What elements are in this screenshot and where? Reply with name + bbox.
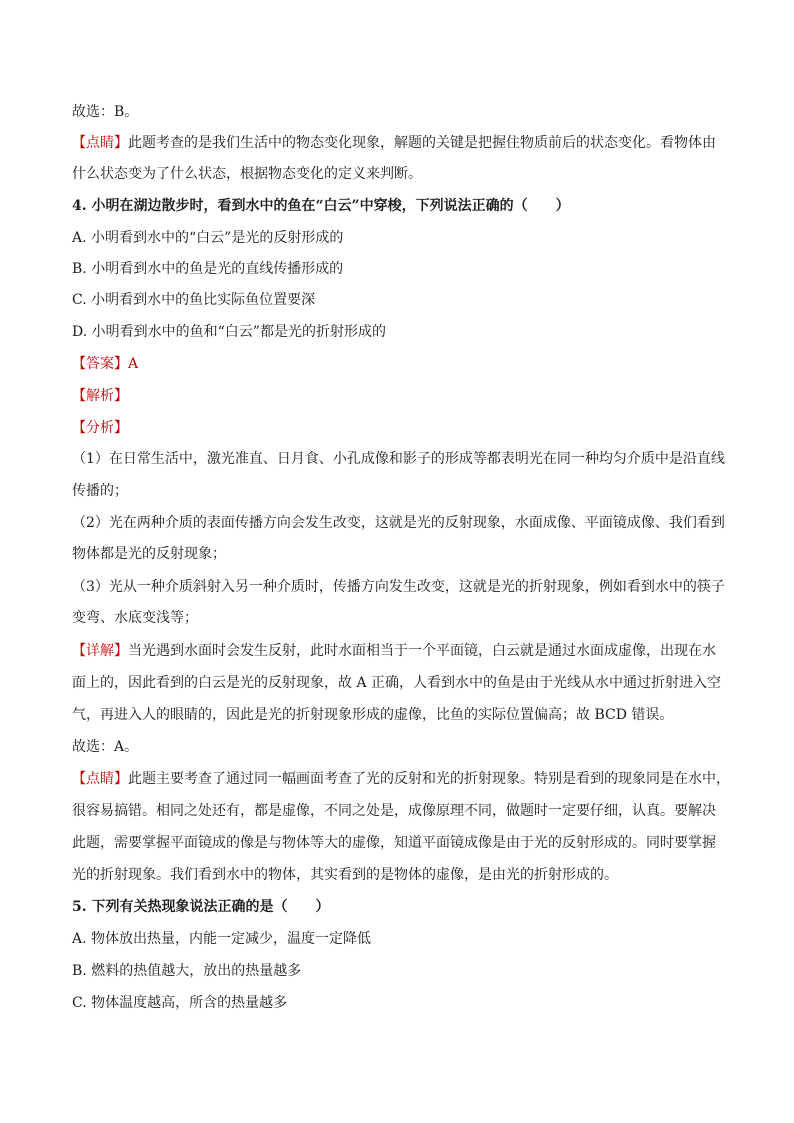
comment-line-2: 什么状态变为了什么状态，根据物态变化的定义来判断。 (72, 166, 422, 182)
analysis-point-2: （2）光在两种介质的表面传播方向会发生改变，这就是光的反射现象，水面成像、平面镜成像、我们看到 (72, 515, 725, 531)
analysis-point-2-cont: 物体都是光的反射现象； (72, 546, 226, 562)
analysis-point-1: （1）在日常生活中，激光准直、日月食、小孔成像和影子的形成等都表明光在同一种均匀介质中是沿直线 (72, 451, 725, 467)
question-5-option-a: A. 物体放出热量，内能一定减少，温度一定降低 (72, 931, 372, 947)
detail-text-1: 当光遇到水面时会发生反射，此时水面相当于一个平面镜，白云就是通过水面成虚像，出现在水 (128, 643, 716, 659)
analysis-point-3-cont: 变弯、水底变浅等； (72, 610, 198, 626)
answer-line (72, 354, 732, 374)
analysis-point-1-cont: 传播的； (72, 483, 128, 499)
comment-2-line-1 (72, 769, 732, 789)
question-4-option-a: A. 小明看到水中的“白云”是光的反射形成的 (72, 230, 344, 246)
comment-tag: 【点睛】 (72, 135, 128, 151)
comment-text: 此题考查的是我们生活中的物态变化现象，解题的关键是把握住物质前后的状态变化。看物体由 (128, 135, 716, 151)
answer-tag: 【答案】 (72, 356, 128, 372)
detail-tag: 【详解】 (72, 643, 128, 659)
question-4-option-c: C. 小明看到水中的鱼比实际鱼位置要深 (72, 292, 316, 308)
comment-2-line-4: 光的折射现象。我们看到水中的物体，其实看到的是物体的虚像，是由光的折射形成的。 (72, 867, 618, 883)
question-5-option-c: C. 物体温度越高，所含的热量越多 (72, 995, 288, 1011)
analysis-heading: 【解析】 (72, 388, 128, 404)
detail-line-3: 气，再进入人的眼睛的，因此是光的折射现象形成的虚像，比鱼的实际位置偏高；故 BCD 错误。 (72, 707, 674, 723)
question-4-option-d: D. 小明看到水中的鱼和“白云”都是光的折射形成的 (72, 324, 386, 340)
comment-line (72, 133, 732, 153)
question-4-option-b: B. 小明看到水中的鱼是光的直线传播形成的 (72, 261, 344, 277)
analysis-point-3: （3）光从一种介质斜射入另一种介质时，传播方向发生改变，这就是光的折射现象，例如看到水中的筷子 (72, 579, 725, 595)
answer-choice-line: 故选：B。 (72, 104, 139, 120)
answer-value: A (128, 356, 139, 372)
comment-2-text-1: 此题主要考查了通过同一幅画面考查了光的反射和光的折射现象。特别是看到的现象同是在水中， (128, 771, 730, 787)
question-5-option-b: B. 燃料的热值越大，放出的热量越多 (72, 963, 302, 979)
comment-2-tag: 【点睛】 (72, 771, 128, 787)
final-choice-line: 故选：A。 (72, 739, 139, 755)
question-5-stem: 5. 下列有关热现象说法正确的是（ ） (72, 899, 330, 915)
comment-2-line-3: 此题，需要掌握平面镜成的像是与物体等大的虚像，知道平面镜成像是由于光的反射形成的。同时要掌握 (72, 835, 716, 851)
detail-line-1 (72, 641, 732, 661)
comment-2-line-2: 很容易搞错。相同之处还有，都是虚像，不同之处是，成像原理不同，做题时一定要仔细，认真。要解决 (72, 803, 716, 819)
question-4-stem: 4. 小明在湖边散步时，看到水中的鱼在“白云”中穿梭，下列说法正确的（ ） (72, 198, 570, 214)
detail-line-2: 面上的，因此看到的白云是光的反射现象，故 A 正确，人看到水中的鱼是由于光线从水中通过折射进入空 (72, 675, 722, 691)
analysis-sub-heading: 【分析】 (72, 420, 128, 436)
